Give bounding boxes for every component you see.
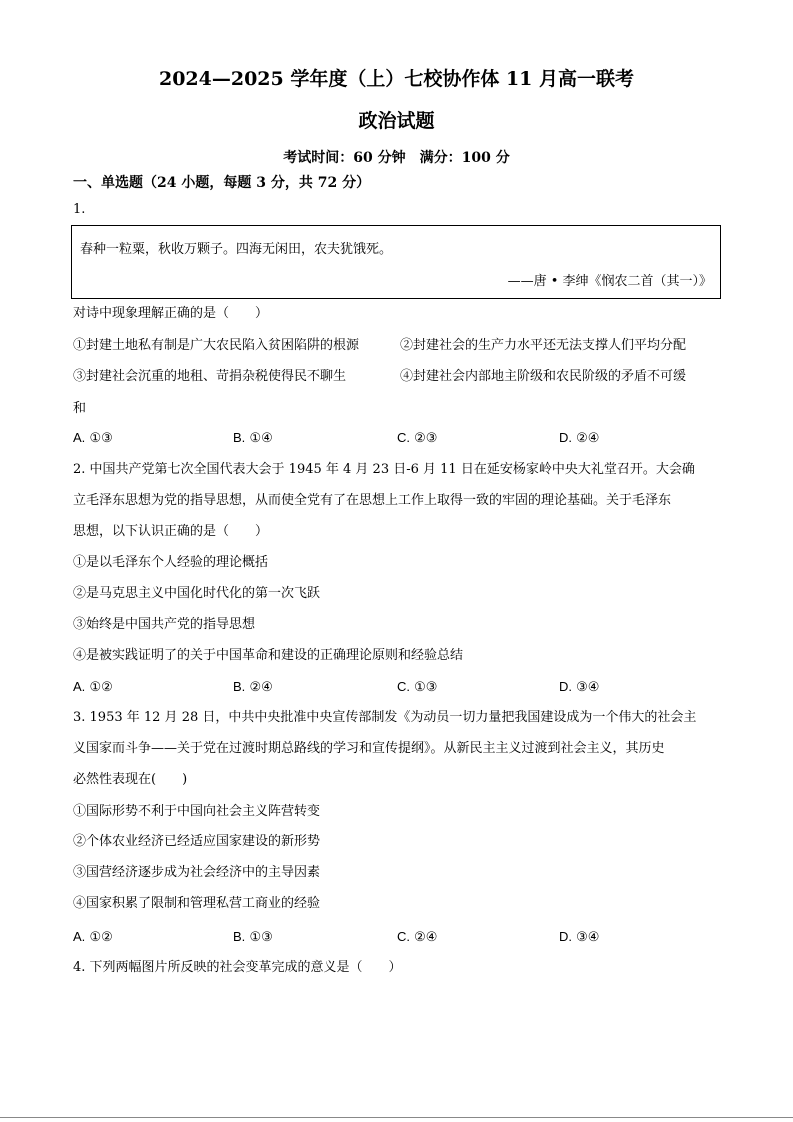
option-text: ①③ — [249, 930, 273, 945]
q3-option-d[interactable] — [559, 929, 599, 946]
q3-statement: ②个体农业经济已经适应国家建设的新形势 — [73, 834, 321, 849]
q2-option-a[interactable] — [73, 679, 113, 696]
q1-option-c[interactable] — [397, 430, 437, 447]
q1-statement: ③封建社会沉重的地租、苛捐杂税使得民不聊生 — [73, 369, 347, 384]
q3-statement: ①国际形势不利于中国向社会主义阵营转变 — [73, 804, 321, 819]
page-bottom-rule — [0, 1117, 793, 1118]
option-text: ②④ — [414, 930, 438, 945]
option-text: ②③ — [414, 431, 438, 446]
q3-option-c[interactable] — [397, 929, 437, 946]
q2-option-b[interactable] — [233, 679, 273, 696]
option-label: A. — [73, 430, 86, 445]
option-text: ③④ — [576, 930, 600, 945]
option-label: D. — [559, 679, 572, 694]
option-label: D. — [559, 929, 572, 944]
q3-option-a[interactable] — [73, 929, 113, 946]
option-text: ①② — [89, 680, 113, 695]
exam-title: 2024—2025 学年度（上）七校协作体 11 月高一联考 — [158, 68, 635, 90]
option-label: C. — [397, 929, 410, 944]
q3-stem-line: 必然性表现在( ) — [73, 772, 188, 787]
q1-option-b[interactable] — [233, 430, 273, 447]
q2-statement: ④是被实践证明了的关于中国革命和建设的正确理论原则和经验总结 — [73, 648, 464, 663]
q1-number: 1. — [73, 202, 86, 217]
option-text: ①③ — [89, 431, 113, 446]
q2-statement: ③始终是中国共产党的指导思想 — [73, 617, 256, 632]
option-text: ②④ — [576, 431, 600, 446]
q4-stem: 4. 下列两幅图片所反映的社会变革完成的意义是（ ） — [73, 960, 402, 975]
q1-poem: 春种一粒粟，秋收万颗子。四海无闲田，农夫犹饿死。 — [80, 242, 393, 257]
q1-poem-box — [71, 225, 721, 299]
section-title: 一、单选题（24 小题，每题 3 分，共 72 分） — [73, 175, 371, 191]
option-label: C. — [397, 679, 410, 694]
q1-statement: ②封建社会的生产力水平还无法支撑人们平均分配 — [400, 338, 687, 353]
option-text: ③④ — [576, 680, 600, 695]
option-label: C. — [397, 430, 410, 445]
q2-option-c[interactable] — [397, 679, 437, 696]
option-label: D. — [559, 430, 572, 445]
q1-option-d[interactable] — [559, 430, 599, 447]
exam-info: 考试时间：60 分钟 满分：100 分 — [283, 150, 510, 166]
option-label: B. — [233, 430, 246, 445]
q1-stem: 对诗中现象理解正确的是（ ） — [73, 306, 269, 321]
q1-source: ——唐 • 李绅《悯农二首（其一）》 — [507, 274, 712, 289]
q2-stem-line: 2. 中国共产党第七次全国代表大会于 1945 年 4 月 23 日-6 月 11 日在延安杨家岭中央大礼堂召开。大会确 — [73, 462, 695, 477]
q3-statement: ③国营经济逐步成为社会经济中的主导因素 — [73, 865, 321, 880]
q2-stem-line: 思想，以下认识正确的是（ ） — [73, 524, 269, 539]
q3-statement: ④国家积累了限制和管理私营工商业的经验 — [73, 896, 321, 911]
option-text: ①③ — [414, 680, 438, 695]
q3-option-b[interactable] — [233, 929, 273, 946]
option-text: ①② — [89, 930, 113, 945]
option-text: ①④ — [249, 431, 273, 446]
option-label: A. — [73, 929, 86, 944]
q2-statement: ①是以毛泽东个人经验的理论概括 — [73, 555, 269, 570]
option-label: A. — [73, 679, 86, 694]
option-label: B. — [233, 679, 246, 694]
q1-statement: ④封建社会内部地主阶级和农民阶级的矛盾不可缓 — [400, 369, 687, 384]
subject-title: 政治试题 — [358, 110, 435, 132]
q2-option-d[interactable] — [559, 679, 599, 696]
q1-statement-cont: 和 — [73, 401, 87, 416]
q3-stem-line: 3. 1953 年 12 月 28 日，中共中央批准中央宣传部制发《为动员一切力量把我国建设成为一个伟大的社会主 — [73, 710, 697, 725]
option-label: B. — [233, 929, 246, 944]
q1-option-a[interactable] — [73, 430, 113, 447]
q2-statement: ②是马克思主义中国化时代化的第一次飞跃 — [73, 586, 321, 601]
option-text: ②④ — [249, 680, 273, 695]
q3-stem-line: 义国家而斗争——关于党在过渡时期总路线的学习和宣传提纲》。从新民主主义过渡到社会主义，其历史 — [73, 741, 665, 756]
q2-stem-line: 立毛泽东思想为党的指导思想，从而使全党有了在思想上工作上取得一致的牢固的理论基础。关于毛泽东 — [73, 493, 672, 508]
q1-statement: ①封建土地私有制是广大农民陷入贫困陷阱的根源 — [73, 338, 360, 353]
